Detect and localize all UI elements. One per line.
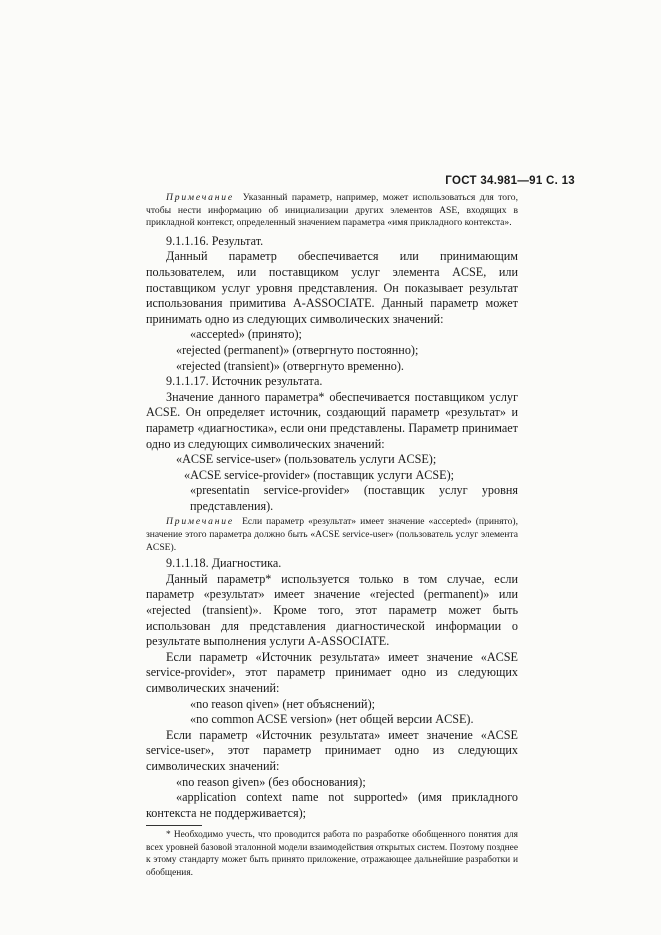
page-header: ГОСТ 34.981—91 С. 13 [445, 175, 575, 187]
value-item: «application context name not supported» (имя прикладного контекста не поддерживается); [146, 790, 518, 820]
section-17-text: Значение данного параметра* обеспечивается поставщиком услуг ACSE. Он определяет источник, создающий параметр «результат» и параметр «диагностика», если они представлены. Параметр принимает одно из следующих символических значений: [146, 389, 518, 451]
section-16-heading: 9.1.1.16. Результат. [166, 233, 264, 248]
note-2-text: Если параметр «результат» имеет значение «accepted» (принято), значение этого параметра должно быть «ACSE service-user» (пользователь услуг элемента ACSE). [146, 516, 518, 553]
note-1 [146, 192, 518, 230]
section-18-provider-text: Если параметр «Источник результата» имеет значение «ACSE service-provider», этот параметр принимает одно из следующих символических значений: [146, 649, 518, 695]
section-17-heading: 9.1.1.17. Источник результата. [166, 374, 323, 389]
footnote-divider [146, 825, 202, 826]
note-1-text: Указанный параметр, например, может использоваться для того, чтобы нести информацию об инициализации других элементов ASE, входящих в прикладной контекст, определенный значением параметра «имя прикладного контекста». [146, 192, 518, 229]
value-item: «rejected (permanent)» (отвергнуто постоянно); [176, 342, 419, 357]
value-item: «no reason qiven» (нет объяснений); [190, 696, 376, 711]
section-18-heading: 9.1.1.18. Диагностика. [166, 556, 282, 571]
value-item: «ACSE service-user» (пользователь услуги ACSE); [176, 452, 437, 467]
value-item: «presentatin service-provider» (поставщик услуг уровня представления). [190, 483, 518, 513]
value-item: «rejected (transient)» (отвергнуто временно). [176, 358, 404, 373]
value-item: «ACSE service-provider» (поставщик услуги ACSE); [184, 467, 455, 482]
section-18-text: Данный параметр* используется только в том случае, если параметр «результат» имеет значение «rejected (permanent)» или «rejected (transient)». Кроме того, этот параметр может быть использован для представления диагностической информации о результате выполнения услуги A-ASSOCIATE. [146, 571, 518, 649]
note-2-label: Примечание [166, 516, 234, 528]
value-item: «accepted» (принято); [190, 327, 302, 342]
footnote: * Необходимо учесть, что проводится работа по разработке обобщенного понятия для всех уровней базовой эталонной модели взаимодействия открытых систем. Поэтому позднее к этому стандарту может быть принято приложение, отражающее дальнейшие разработки и обобщения. [146, 830, 518, 878]
section-18-user-text: Если параметр «Источник результата» имеет значение «ACSE service-user», этот параметр принимает одно из следующих символических значений: [146, 727, 518, 773]
value-item: «no common ACSE version» (нет общей версии ACSE). [190, 712, 474, 727]
value-item: «no reason given» (без обоснования); [176, 774, 366, 789]
note-2 [146, 516, 518, 554]
section-16-text: Данный параметр обеспечивается или принимающим пользователем, или поставщиком услуг элемента ACSE, или поставщиком услуг уровня представления. Он показывает результат использования примитива A-ASSOCIATE. Данный параметр может принимать одно из следующих символических значений: [146, 249, 518, 326]
page-content [146, 192, 518, 879]
note-1-label: Примечание [166, 192, 234, 203]
